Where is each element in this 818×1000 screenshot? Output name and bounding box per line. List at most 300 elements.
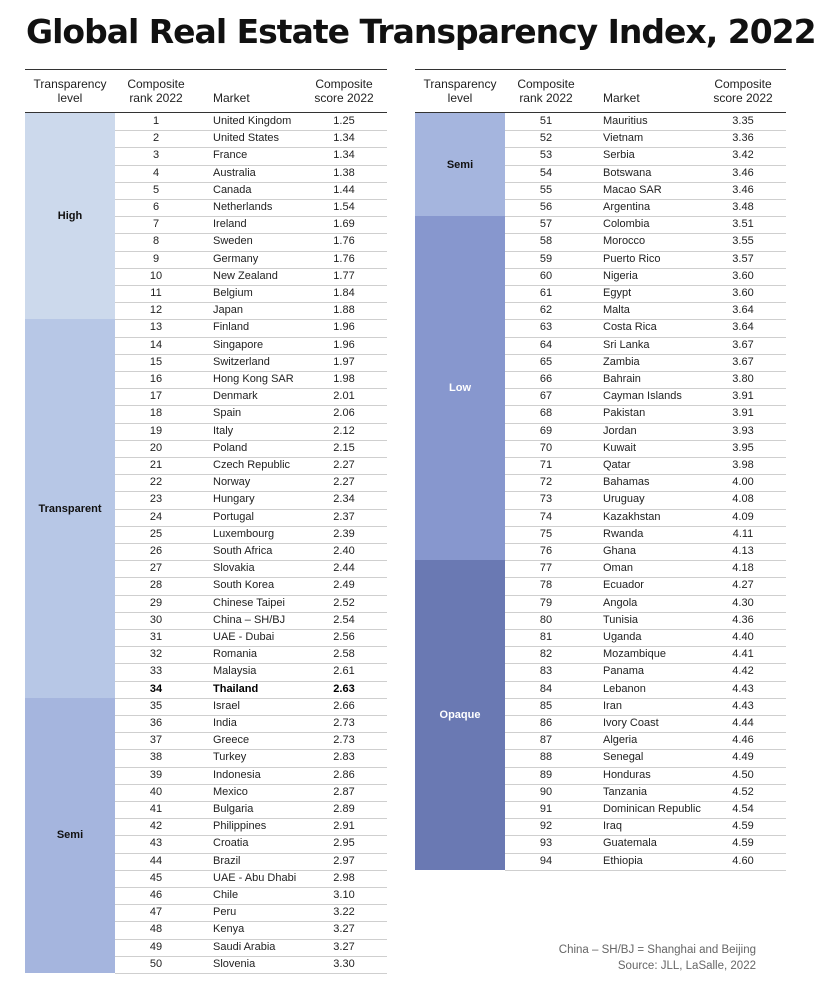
rank-cell: 20 (149, 441, 163, 454)
rank-cell: 70 (539, 441, 553, 454)
table-row (505, 491, 786, 509)
score-cell: 3.51 (732, 218, 754, 231)
score-cell: 2.95 (333, 837, 355, 850)
level-band-semi: Semi (25, 698, 115, 973)
market-cell: Sri Lanka (603, 338, 650, 351)
score-cell: 2.37 (333, 510, 355, 523)
score-cell: 1.34 (333, 132, 355, 145)
market-cell: Philippines (213, 820, 267, 833)
table-row (115, 749, 387, 767)
rank-cell: 40 (149, 785, 163, 798)
table-row (115, 337, 387, 355)
table-row (115, 509, 387, 527)
rank-cell: 76 (539, 545, 553, 557)
rank-cell: 27 (149, 562, 163, 575)
market-cell: Italy (213, 424, 234, 437)
score-cell: 4.42 (732, 665, 754, 678)
rank-cell: 60 (539, 269, 553, 282)
table-row (115, 835, 387, 853)
table-row (505, 388, 786, 406)
market-cell: Israel (213, 699, 240, 712)
rank-cell: 11 (150, 287, 162, 299)
rank-cell: 28 (149, 579, 163, 592)
table-row (115, 956, 387, 974)
table-row (505, 199, 786, 217)
score-cell: 1.88 (333, 304, 355, 317)
score-cell: 2.66 (333, 699, 355, 712)
right-table (415, 69, 786, 870)
score-cell: 2.73 (333, 717, 355, 729)
score-cell: 4.49 (732, 751, 754, 764)
market-cell: Cayman Islands (603, 390, 682, 403)
score-cell: 4.46 (732, 734, 754, 747)
table-row (505, 612, 786, 630)
score-cell: 4.09 (732, 510, 754, 523)
table-row (505, 818, 786, 836)
rank-cell: 79 (539, 596, 553, 609)
market-cell: Singapore (213, 338, 264, 351)
score-cell: 3.67 (732, 338, 754, 351)
header-market: Market (603, 91, 640, 105)
rank-cell: 41 (149, 803, 163, 815)
score-cell: 2.01 (333, 390, 355, 403)
left-table-header (25, 69, 387, 113)
market-cell: Thailand (213, 682, 259, 695)
rank-cell: 67 (539, 390, 553, 403)
score-cell: 2.06 (333, 407, 355, 420)
table-row (505, 681, 786, 699)
market-cell: Greece (213, 734, 250, 747)
table-row (115, 715, 387, 733)
rank-cell: 92 (539, 820, 553, 833)
table-row (115, 268, 387, 286)
table-row (505, 801, 786, 819)
table-row (505, 835, 786, 853)
rank-cell: 58 (539, 235, 553, 248)
market-cell: Egypt (603, 287, 632, 299)
table-row (505, 663, 786, 681)
rank-cell: 74 (539, 510, 553, 523)
table-row (115, 388, 387, 406)
table-row (115, 216, 387, 234)
score-cell: 3.46 (732, 183, 754, 196)
market-cell: Bahamas (603, 476, 650, 489)
level-band-high: High (25, 113, 115, 319)
rank-cell: 17 (149, 390, 163, 403)
market-cell: Honduras (603, 768, 651, 781)
rank-cell: 82 (539, 648, 553, 661)
score-cell: 3.22 (333, 906, 355, 919)
market-cell: Croatia (213, 837, 249, 850)
score-cell: 2.34 (333, 493, 355, 506)
rank-cell: 8 (152, 235, 160, 248)
rank-cell: 91 (539, 803, 553, 815)
score-cell: 1.69 (333, 218, 355, 231)
rank-cell: 56 (539, 201, 553, 213)
market-cell: Saudi Arabia (213, 940, 276, 953)
score-cell: 3.30 (333, 957, 355, 970)
market-cell: Tanzania (603, 785, 648, 798)
rank-cell: 77 (539, 562, 553, 575)
market-cell: Australia (213, 166, 256, 179)
market-cell: Indonesia (213, 768, 261, 781)
table-row (505, 732, 786, 750)
table-row (115, 457, 387, 475)
market-cell: Dominican Republic (603, 803, 701, 815)
score-cell: 3.35 (732, 115, 754, 127)
score-cell: 4.59 (732, 820, 754, 833)
rank-cell: 87 (539, 734, 553, 747)
market-cell: Portugal (213, 510, 254, 523)
rank-cell: 50 (149, 957, 163, 970)
table-row (505, 302, 786, 320)
market-cell: Malaysia (213, 665, 257, 678)
market-cell: Argentina (603, 201, 651, 213)
right-table-body (415, 113, 786, 870)
rank-cell: 30 (149, 613, 163, 626)
market-cell: Norway (213, 476, 251, 489)
score-cell: 2.44 (333, 562, 355, 575)
table-row (115, 698, 387, 716)
rank-cell: 5 (152, 183, 160, 196)
rank-cell: 61 (539, 287, 553, 299)
table-row (115, 921, 387, 939)
table-row (115, 319, 387, 337)
score-cell: 4.08 (732, 493, 754, 506)
score-cell: 3.48 (732, 201, 754, 213)
table-row (505, 577, 786, 595)
table-row (115, 354, 387, 372)
rank-cell: 16 (149, 373, 163, 385)
market-cell: Costa Rica (603, 321, 657, 334)
rank-cell: 64 (539, 338, 553, 351)
rank-cell: 9 (152, 252, 160, 265)
market-cell: UAE - Abu Dhabi (213, 871, 297, 884)
score-cell: 2.91 (333, 820, 355, 833)
market-cell: Slovenia (213, 957, 256, 970)
score-cell: 4.43 (732, 699, 754, 712)
market-cell: Denmark (213, 390, 258, 403)
rank-cell: 21 (149, 459, 163, 471)
header-composite-score: Composite score 2022 (713, 77, 773, 105)
rank-cell: 6 (152, 201, 160, 213)
source-note: Source: JLL, LaSalle, 2022 (617, 960, 756, 972)
rank-cell: 71 (539, 459, 553, 471)
score-cell: 2.58 (333, 648, 355, 661)
rank-cell: 38 (149, 751, 163, 764)
rank-cell: 73 (539, 493, 553, 506)
score-cell: 4.40 (732, 631, 754, 643)
header-transparency-level: Transparency level (33, 77, 107, 105)
market-cell: Ivory Coast (603, 717, 659, 729)
market-cell: Mozambique (603, 648, 666, 661)
table-row (505, 113, 786, 131)
score-cell: 2.87 (333, 785, 355, 798)
score-cell: 1.76 (333, 252, 355, 265)
market-cell: Bulgaria (213, 803, 254, 815)
score-cell: 3.64 (732, 304, 754, 317)
score-cell: 2.40 (333, 545, 355, 557)
market-cell: Qatar (603, 459, 631, 471)
rank-cell: 90 (539, 785, 553, 798)
rank-cell: 7 (152, 218, 160, 231)
market-cell: Morocco (603, 235, 646, 248)
table-row (115, 543, 387, 561)
rank-cell: 37 (149, 734, 163, 747)
table-row (505, 440, 786, 458)
score-cell: 2.63 (333, 682, 355, 695)
rank-cell: 84 (539, 682, 553, 695)
score-cell: 4.13 (732, 545, 754, 557)
table-row (115, 853, 387, 871)
market-cell: Canada (213, 183, 252, 196)
level-band-semi: Semi (415, 113, 505, 216)
market-cell: India (213, 717, 237, 729)
table-row (505, 767, 786, 785)
score-cell: 1.96 (333, 321, 355, 334)
market-cell: Senegal (603, 751, 644, 764)
table-row (505, 182, 786, 200)
rank-cell: 51 (539, 115, 553, 127)
table-row (115, 526, 387, 544)
table-row (505, 233, 786, 251)
rank-cell: 46 (149, 889, 163, 901)
market-cell: Brazil (213, 854, 241, 867)
market-cell: Jordan (603, 424, 637, 437)
market-cell: China – SH/BJ (213, 613, 286, 626)
rank-cell: 19 (149, 424, 163, 437)
table-row (115, 371, 387, 389)
market-cell: United Kingdom (213, 115, 292, 127)
score-cell: 4.00 (732, 476, 754, 489)
table-row (505, 147, 786, 165)
score-cell: 3.27 (333, 940, 355, 953)
score-cell: 3.67 (732, 355, 754, 368)
rank-cell: 42 (149, 820, 163, 833)
score-cell: 2.73 (333, 734, 355, 747)
score-cell: 1.77 (333, 269, 355, 282)
level-band-opaque: Opaque (415, 560, 505, 870)
score-cell: 4.60 (732, 854, 754, 867)
market-cell: Ecuador (603, 579, 644, 592)
rank-cell: 39 (149, 768, 163, 781)
rank-cell: 81 (539, 631, 553, 643)
table-row (115, 801, 387, 819)
score-cell: 4.50 (732, 768, 754, 781)
score-cell: 4.18 (732, 562, 754, 575)
header-transparency-level: Transparency level (423, 77, 497, 105)
table-row (505, 268, 786, 286)
header-composite-rank: Composite rank 2022 (517, 77, 575, 105)
score-cell: 4.54 (732, 803, 754, 815)
score-cell: 1.84 (333, 287, 355, 299)
rank-cell: 80 (539, 613, 553, 626)
rank-cell: 33 (149, 665, 163, 678)
table-row (115, 113, 387, 131)
score-cell: 2.12 (333, 424, 355, 437)
market-cell: Lebanon (603, 682, 646, 695)
rank-cell: 47 (149, 906, 163, 919)
table-row (505, 285, 786, 303)
score-cell: 3.60 (732, 269, 754, 282)
rank-cell: 49 (149, 940, 163, 953)
score-cell: 3.60 (732, 287, 754, 299)
market-cell: New Zealand (213, 269, 278, 282)
table-row (505, 165, 786, 183)
market-cell: South Korea (213, 579, 275, 592)
table-row (115, 818, 387, 836)
market-cell: Tunisia (603, 613, 639, 626)
rank-cell: 14 (149, 338, 163, 351)
market-cell: Netherlands (213, 201, 273, 213)
rank-cell: 31 (149, 631, 163, 643)
table-row (115, 784, 387, 802)
table-row (115, 130, 387, 148)
score-cell: 1.34 (333, 149, 355, 162)
rank-cell: 53 (539, 149, 553, 162)
market-cell: Turkey (213, 751, 247, 764)
score-cell: 2.52 (333, 596, 355, 609)
left-table-body (25, 113, 387, 973)
table-row (115, 233, 387, 251)
table-row (115, 302, 387, 320)
score-cell: 3.55 (732, 235, 754, 248)
score-cell: 2.97 (333, 854, 355, 867)
rank-cell: 1 (152, 115, 160, 127)
table-row (115, 182, 387, 200)
market-cell: United States (213, 132, 280, 145)
rank-cell: 25 (149, 527, 163, 540)
market-cell: Chinese Taipei (213, 596, 285, 609)
rank-cell: 52 (539, 132, 553, 145)
rank-cell: 93 (539, 837, 553, 850)
rank-cell: 72 (539, 476, 553, 489)
rank-cell: 48 (149, 923, 163, 936)
table-row (505, 509, 786, 527)
score-cell: 4.11 (732, 527, 754, 540)
rank-cell: 44 (149, 854, 163, 867)
table-row (115, 491, 387, 509)
market-cell: Chile (213, 889, 239, 901)
table-row (115, 870, 387, 888)
rank-cell: 26 (149, 545, 163, 557)
table-row (505, 853, 786, 871)
market-cell: Belgium (213, 287, 253, 299)
market-cell: Hungary (213, 493, 255, 506)
table-row (115, 595, 387, 613)
table-row (115, 165, 387, 183)
market-cell: Kuwait (603, 441, 637, 454)
rank-cell: 23 (149, 493, 163, 506)
market-cell: Romania (213, 648, 258, 661)
market-cell: Vietnam (603, 132, 644, 145)
table-row (115, 939, 387, 957)
market-cell: Mexico (213, 785, 248, 798)
table-row (505, 371, 786, 389)
score-cell: 3.57 (732, 252, 754, 265)
table-row (115, 285, 387, 303)
rank-cell: 55 (539, 183, 553, 196)
table-row (505, 130, 786, 148)
right-table-header (415, 69, 786, 113)
table-row (115, 663, 387, 681)
rank-cell: 89 (539, 768, 553, 781)
score-cell: 2.49 (333, 579, 355, 592)
table-row (115, 887, 387, 905)
table-row (505, 629, 786, 647)
rank-cell: 69 (539, 424, 553, 437)
rank-cell: 24 (149, 510, 163, 523)
score-cell: 2.98 (333, 871, 355, 884)
market-cell: Hong Kong SAR (213, 373, 294, 385)
market-cell: Ireland (213, 218, 247, 231)
score-cell: 3.27 (333, 923, 355, 936)
rank-cell: 83 (539, 665, 553, 678)
score-cell: 1.76 (333, 235, 355, 248)
market-cell: Spain (213, 407, 242, 420)
table-row (505, 216, 786, 234)
table-row (505, 251, 786, 269)
market-cell: Pakistan (603, 407, 646, 420)
header-market: Market (213, 91, 250, 105)
market-cell: Algeria (603, 734, 638, 747)
rank-cell: 78 (539, 579, 553, 592)
table-row (115, 904, 387, 922)
score-cell: 2.83 (333, 751, 355, 764)
score-cell: 4.41 (732, 648, 754, 661)
market-cell: Peru (213, 906, 237, 919)
rank-cell: 35 (149, 699, 163, 712)
market-cell: Uganda (603, 631, 642, 643)
rank-cell: 54 (539, 166, 553, 179)
table-row (505, 474, 786, 492)
market-cell: Colombia (603, 218, 650, 231)
table-row (115, 681, 387, 699)
rank-cell: 68 (539, 407, 553, 420)
score-cell: 4.43 (732, 682, 754, 695)
header-composite-score: Composite score 2022 (314, 77, 374, 105)
rank-cell: 45 (149, 871, 163, 884)
market-cell: Uruguay (603, 493, 645, 506)
market-cell: Finland (213, 321, 250, 334)
rank-cell: 36 (149, 717, 163, 729)
market-cell: Poland (213, 441, 248, 454)
rank-cell: 32 (149, 648, 163, 661)
score-cell: 1.25 (333, 115, 355, 127)
table-row (115, 147, 387, 165)
market-cell: Mauritius (603, 115, 648, 127)
market-cell: Serbia (603, 149, 635, 162)
score-cell: 4.30 (732, 596, 754, 609)
table-row (115, 405, 387, 423)
market-cell: Germany (213, 252, 259, 265)
rank-cell: 22 (149, 476, 163, 489)
score-cell: 3.93 (732, 424, 754, 437)
rank-cell: 34 (149, 682, 163, 695)
market-cell: Rwanda (603, 527, 644, 540)
page-title: Global Real Estate Transparency Index, 2022 (26, 12, 816, 51)
table-row (115, 474, 387, 492)
score-cell: 2.27 (333, 459, 355, 471)
table-row (505, 715, 786, 733)
market-cell: Botswana (603, 166, 652, 179)
score-cell: 2.27 (333, 476, 355, 489)
table-row (115, 612, 387, 630)
rank-cell: 65 (539, 355, 553, 368)
score-cell: 3.91 (732, 407, 754, 420)
level-band-transparent: Transparent (25, 319, 115, 697)
rank-cell: 66 (539, 373, 553, 385)
